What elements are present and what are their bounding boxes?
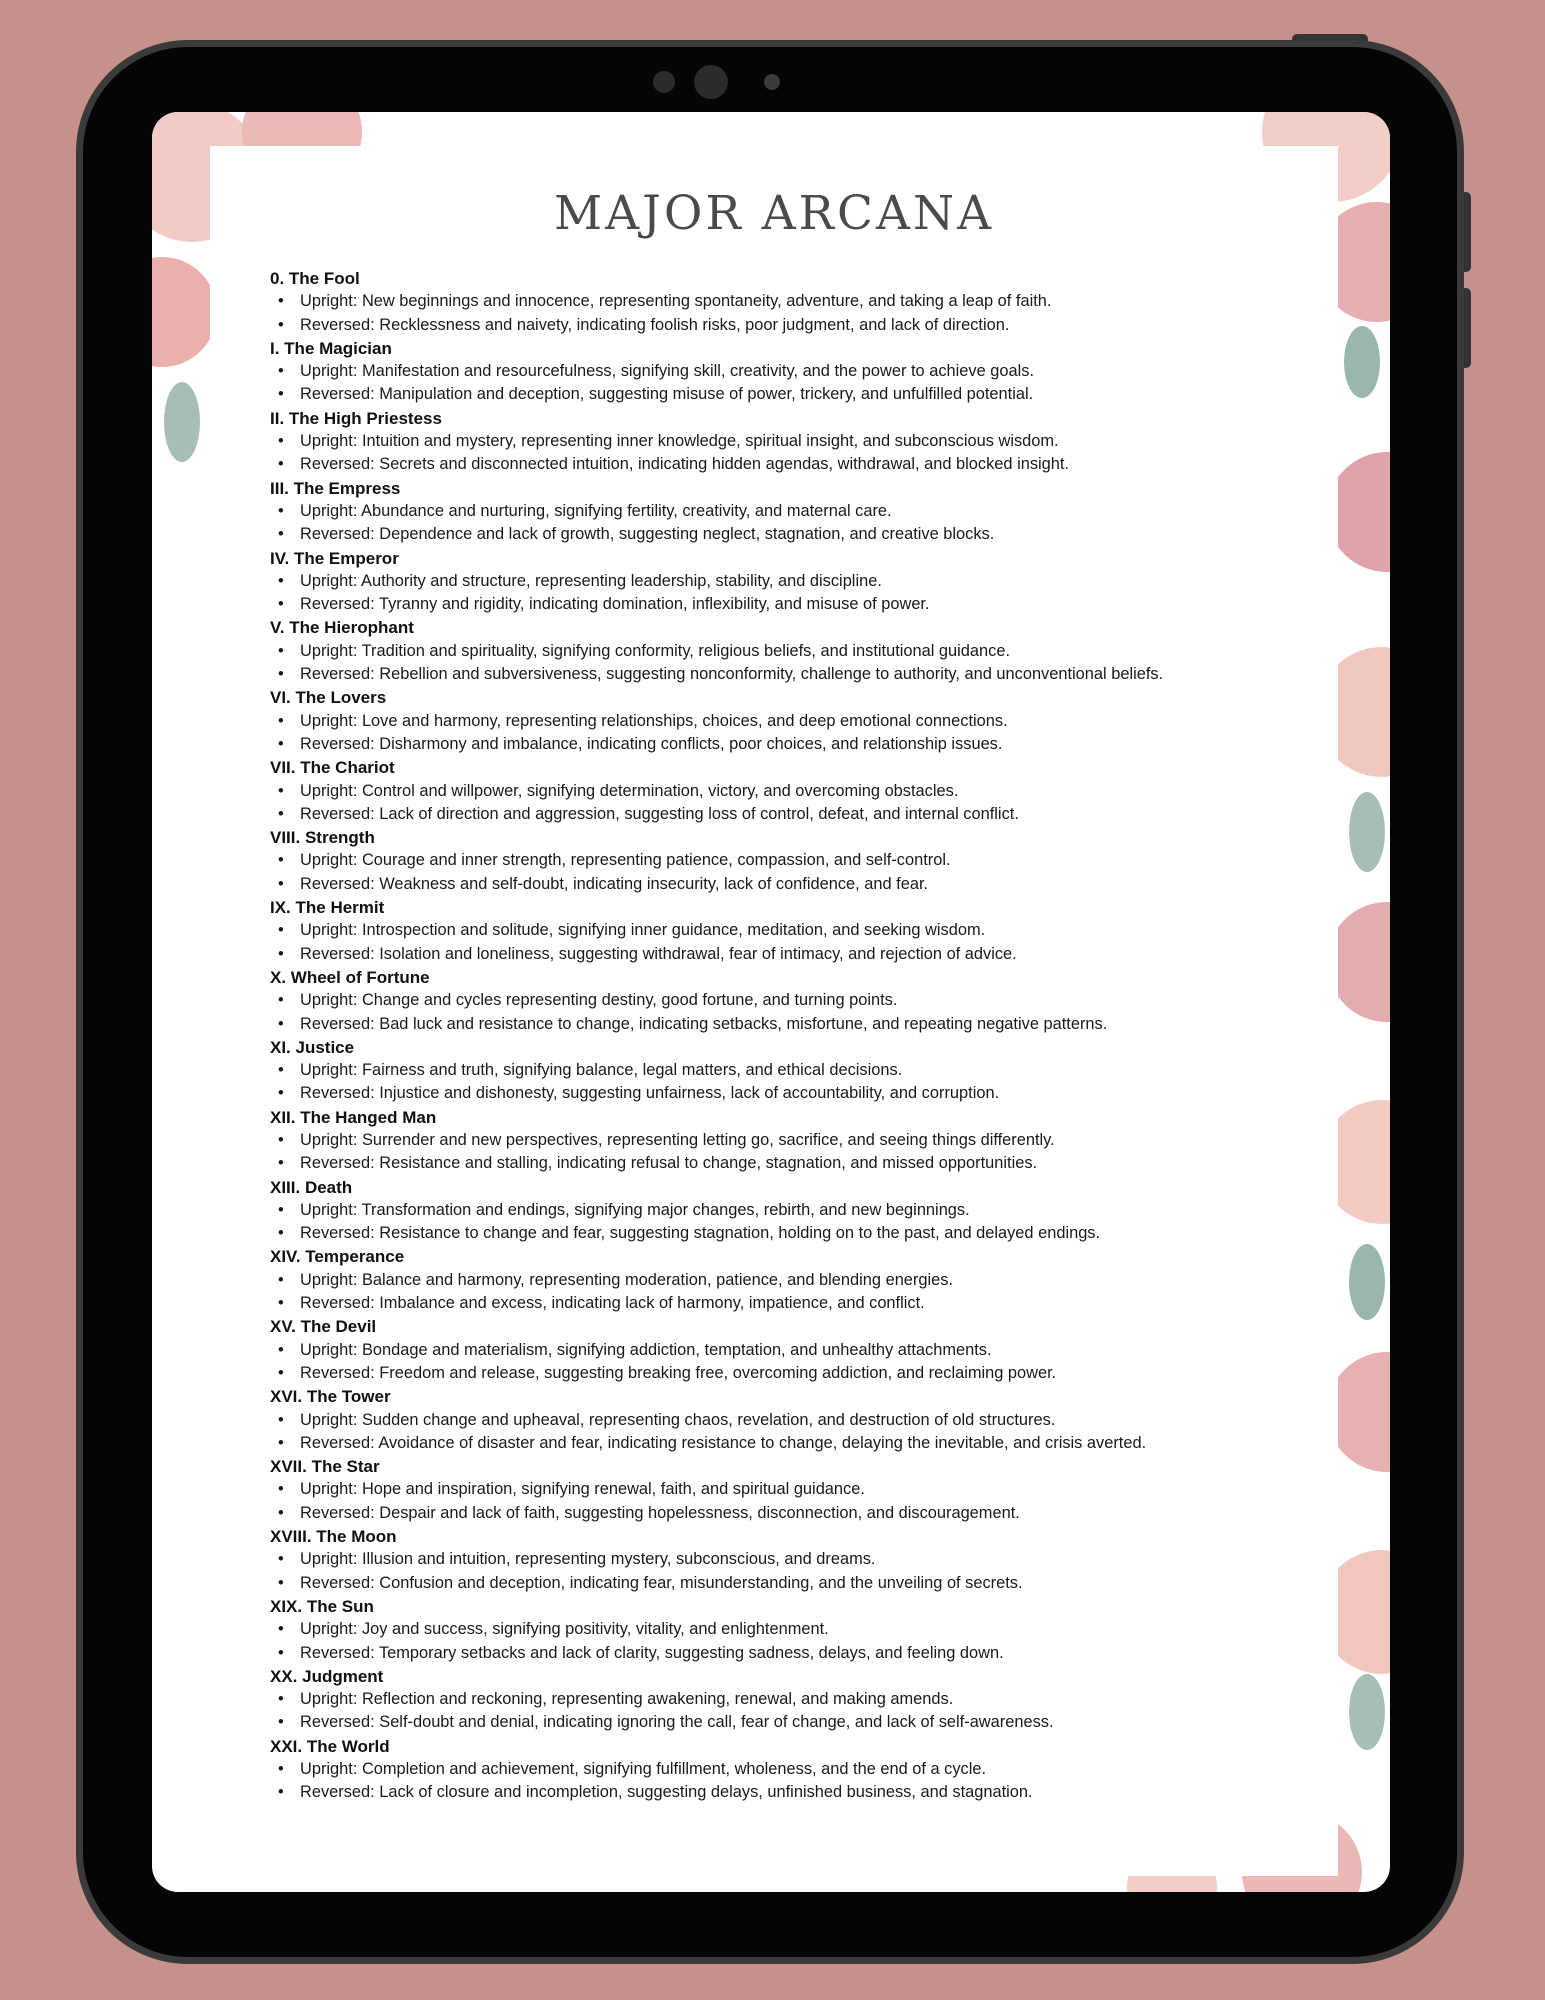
leaf-right-3 bbox=[1349, 1244, 1385, 1320]
leaf-right-4 bbox=[1349, 1674, 1385, 1750]
card-title: XI. Justice bbox=[270, 1037, 355, 1057]
upright-meaning: • Upright: Abundance and nurturing, signifying fertility, creativity, and maternal care. bbox=[300, 500, 1338, 523]
card-title: III. The Empress bbox=[270, 478, 401, 498]
page-title: MAJOR ARCANA bbox=[553, 186, 995, 241]
card-title: XVI. The Tower bbox=[270, 1387, 391, 1407]
upright-meaning: • Upright: Fairness and truth, signifying balance, legal matters, and ethical decisions. bbox=[300, 1059, 1338, 1082]
card-title: VII. The Chariot bbox=[270, 758, 395, 778]
card-entry bbox=[270, 686, 1338, 756]
leaf-right-1 bbox=[1344, 326, 1380, 398]
card-title: XII. The Hanged Man bbox=[270, 1107, 437, 1127]
card-entry bbox=[270, 477, 1338, 547]
reversed-meaning: • Reversed: Injustice and dishonesty, suggesting unfairness, lack of accountability, and corruption. bbox=[300, 1082, 1338, 1105]
upright-meaning: • Upright: Surrender and new perspectives, representing letting go, sacrifice, and seeing things differently. bbox=[300, 1129, 1338, 1152]
card-entry bbox=[270, 1385, 1338, 1455]
reversed-meaning: • Reversed: Weakness and self-doubt, indicating insecurity, lack of confidence, and fear. bbox=[300, 873, 1338, 896]
upright-meaning: • Upright: Authority and structure, representing leadership, stability, and discipline. bbox=[300, 570, 1338, 593]
leaf-right-2 bbox=[1349, 792, 1385, 872]
card-entry bbox=[270, 1525, 1338, 1595]
card-entry bbox=[270, 1455, 1338, 1525]
card-entry bbox=[270, 616, 1338, 686]
reversed-meaning: • Reversed: Bad luck and resistance to change, indicating setbacks, misfortune, and repeating negative patterns. bbox=[300, 1013, 1338, 1036]
card-entry bbox=[270, 337, 1338, 407]
reversed-meaning: • Reversed: Secrets and disconnected intuition, indicating hidden agendas, withdrawal, and blocked insight. bbox=[300, 453, 1338, 476]
card-entry bbox=[270, 1315, 1338, 1385]
card-title: XIV. Temperance bbox=[270, 1247, 405, 1267]
card-title: VIII. Strength bbox=[270, 828, 375, 848]
card-entry bbox=[270, 1245, 1338, 1315]
front-camera bbox=[694, 65, 728, 99]
reversed-meaning: • Reversed: Rebellion and subversiveness, suggesting nonconformity, challenge to authority, and unconventional beliefs. bbox=[300, 663, 1338, 686]
reversed-meaning: • Reversed: Despair and lack of faith, suggesting hopelessness, disconnection, and discouragement. bbox=[300, 1502, 1338, 1525]
reversed-meaning: • Reversed: Manipulation and deception, suggesting misuse of power, trickery, and unfulfilled potential. bbox=[300, 383, 1338, 406]
reversed-meaning: • Reversed: Disharmony and imbalance, indicating conflicts, poor choices, and relationship issues. bbox=[300, 733, 1338, 756]
reversed-meaning: • Reversed: Lack of direction and aggression, suggesting loss of control, defeat, and internal conflict. bbox=[300, 803, 1338, 826]
upright-meaning: • Upright: Introspection and solitude, signifying inner guidance, meditation, and seeking wisdom. bbox=[300, 919, 1338, 942]
card-entry bbox=[270, 1106, 1338, 1176]
card-title: IV. The Emperor bbox=[270, 548, 399, 568]
document-page bbox=[210, 146, 1338, 1876]
card-entry bbox=[270, 756, 1338, 826]
rose-left bbox=[152, 257, 217, 367]
sensor-left bbox=[653, 71, 675, 93]
upright-meaning: • Upright: Intuition and mystery, representing inner knowledge, spiritual insight, and subconscious wisdom. bbox=[300, 430, 1338, 453]
card-entry bbox=[270, 267, 1338, 337]
card-entry bbox=[270, 1665, 1338, 1735]
reversed-meaning: • Reversed: Resistance and stalling, indicating refusal to change, stagnation, and missed opportunities. bbox=[300, 1152, 1338, 1175]
reversed-meaning: • Reversed: Lack of closure and incompletion, suggesting delays, unfinished business, and stagnation. bbox=[300, 1781, 1338, 1804]
card-title: IX. The Hermit bbox=[270, 898, 385, 918]
upright-meaning: • Upright: Balance and harmony, representing moderation, patience, and blending energies. bbox=[300, 1269, 1338, 1292]
card-title: XXI. The World bbox=[270, 1736, 390, 1756]
upright-meaning: • Upright: Bondage and materialism, signifying addiction, temptation, and unhealthy attachments. bbox=[300, 1339, 1338, 1362]
leaf-left bbox=[164, 382, 200, 462]
card-entry bbox=[270, 1735, 1338, 1805]
upright-meaning: • Upright: Tradition and spirituality, signifying conformity, religious beliefs, and institutional guidance. bbox=[300, 640, 1338, 663]
card-title: XV. The Devil bbox=[270, 1317, 377, 1337]
upright-meaning: • Upright: New beginnings and innocence, representing spontaneity, adventure, and taking a leap of faith. bbox=[300, 290, 1338, 313]
sensor-right bbox=[764, 74, 780, 90]
upright-meaning: • Upright: Control and willpower, signifying determination, victory, and overcoming obstacles. bbox=[300, 780, 1338, 803]
upright-meaning: • Upright: Transformation and endings, signifying major changes, rebirth, and new beginnings. bbox=[300, 1199, 1338, 1222]
upright-meaning: • Upright: Manifestation and resourcefulness, signifying skill, creativity, and the power to achieve goals. bbox=[300, 360, 1338, 383]
card-entry bbox=[270, 966, 1338, 1036]
card-entry bbox=[270, 896, 1338, 966]
tablet-screen bbox=[152, 112, 1390, 1892]
card-title: X. Wheel of Fortune bbox=[270, 967, 430, 987]
upright-meaning: • Upright: Reflection and reckoning, representing awakening, renewal, and making amends. bbox=[300, 1688, 1338, 1711]
reversed-meaning: • Reversed: Imbalance and excess, indicating lack of harmony, impatience, and conflict. bbox=[300, 1292, 1338, 1315]
reversed-meaning: • Reversed: Self-doubt and denial, indicating ignoring the call, fear of change, and lack of self-awareness. bbox=[300, 1711, 1338, 1734]
card-entry bbox=[270, 1595, 1338, 1665]
upright-meaning: • Upright: Hope and inspiration, signifying renewal, faith, and spiritual guidance. bbox=[300, 1478, 1338, 1501]
reversed-meaning: • Reversed: Isolation and loneliness, suggesting withdrawal, fear of intimacy, and rejection of advice. bbox=[300, 943, 1338, 966]
card-entry bbox=[270, 407, 1338, 477]
card-title: I. The Magician bbox=[270, 338, 392, 358]
upright-meaning: • Upright: Illusion and intuition, representing mystery, subconscious, and dreams. bbox=[300, 1548, 1338, 1571]
card-entry bbox=[270, 1176, 1338, 1246]
card-title: XX. Judgment bbox=[270, 1666, 384, 1686]
reversed-meaning: • Reversed: Temporary setbacks and lack of clarity, suggesting sadness, delays, and feeling down. bbox=[300, 1642, 1338, 1665]
upright-meaning: • Upright: Courage and inner strength, representing patience, compassion, and self-control. bbox=[300, 849, 1338, 872]
reversed-meaning: • Reversed: Confusion and deception, indicating fear, misunderstanding, and the unveiling of secrets. bbox=[300, 1572, 1338, 1595]
upright-meaning: • Upright: Joy and success, signifying positivity, vitality, and enlightenment. bbox=[300, 1618, 1338, 1641]
reversed-meaning: • Reversed: Avoidance of disaster and fear, indicating resistance to change, delaying the inevitable, and crisis averted. bbox=[300, 1432, 1338, 1455]
upright-meaning: • Upright: Change and cycles representing destiny, good fortune, and turning points. bbox=[300, 989, 1338, 1012]
card-title: XVII. The Star bbox=[270, 1457, 380, 1477]
upright-meaning: • Upright: Sudden change and upheaval, representing chaos, revelation, and destruction of old structures. bbox=[300, 1409, 1338, 1432]
reversed-meaning: • Reversed: Resistance to change and fear, suggesting stagnation, holding on to the past, and delayed endings. bbox=[300, 1222, 1338, 1245]
card-title: XVIII. The Moon bbox=[270, 1527, 397, 1547]
card-entry bbox=[270, 1036, 1338, 1106]
reversed-meaning: • Reversed: Tyranny and rigidity, indicating domination, inflexibility, and misuse of power. bbox=[300, 593, 1338, 616]
reversed-meaning: • Reversed: Recklessness and naivety, indicating foolish risks, poor judgment, and lack of direction. bbox=[300, 314, 1338, 337]
reversed-meaning: • Reversed: Freedom and release, suggesting breaking free, overcoming addiction, and reclaiming power. bbox=[300, 1362, 1338, 1385]
card-title: V. The Hierophant bbox=[270, 618, 414, 638]
card-entry bbox=[270, 826, 1338, 896]
card-title: XIII. Death bbox=[270, 1177, 353, 1197]
upright-meaning: • Upright: Completion and achievement, signifying fulfillment, wholeness, and the end of a cycle. bbox=[300, 1758, 1338, 1781]
card-title: VI. The Lovers bbox=[270, 688, 387, 708]
reversed-meaning: • Reversed: Dependence and lack of growth, suggesting neglect, stagnation, and creative blocks. bbox=[300, 523, 1338, 546]
card-entry bbox=[270, 547, 1338, 617]
card-title: 0. The Fool bbox=[270, 269, 360, 288]
card-title: II. The High Priestess bbox=[270, 408, 442, 428]
upright-meaning: • Upright: Love and harmony, representing relationships, choices, and deep emotional connections. bbox=[300, 710, 1338, 733]
card-title: XIX. The Sun bbox=[270, 1596, 374, 1616]
